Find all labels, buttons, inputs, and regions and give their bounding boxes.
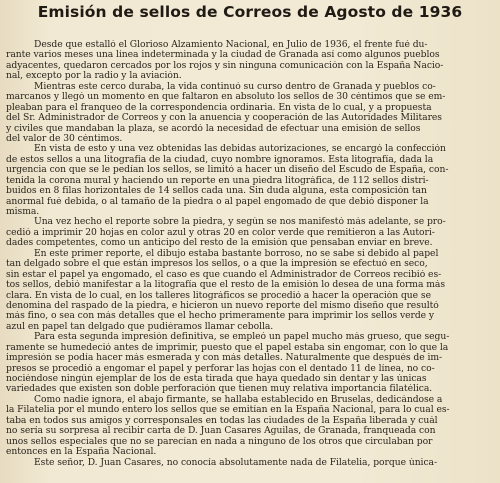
text-line: y civiles que mandaban la plaza, se acordó la necesidad de efectuar una emisión de sellos bbox=[6, 123, 421, 134]
text-line: pleaban para el franqueo de la correspondencia ordinaria. En vista de lo cual, y a propuesta bbox=[6, 102, 432, 113]
text-line: En este primer reporte, el dibujo estaba bastante borroso, no se sabe si debido al papel bbox=[34, 248, 439, 259]
text-line: misma. bbox=[6, 207, 40, 217]
text-line: Como nadie ignora, el abajo firmante, se hallaba establecido en Bruselas, dedicándose a bbox=[34, 394, 443, 405]
text-line: dades competentes, como un anticipo del resto de la emisión que pensaban enviar en breve. bbox=[6, 238, 433, 249]
text-line: no sería su sorpresa al recibir carta de D. Juan Casares Aguilas, de Granada, franqueada con bbox=[6, 426, 436, 437]
text-line: urgencia con que se le pedían los sellos, se limitó a hacer un diseño del Escudo de España, con- bbox=[6, 165, 449, 176]
text-line: nociéndose ningún ejemplar de los de esta tirada que haya quedado sin dentar y las únicas bbox=[6, 374, 427, 384]
text-line: clara. En vista de lo cual, en los talleres litográficos se procedió a hacer la operación que se bbox=[6, 290, 431, 301]
text-line: Una vez hecho el reporte sobre la piedra, y según se nos manifestó más adelante, se pro- bbox=[34, 217, 446, 228]
text-line: variedades que existen son doble perforación que tienen muy relativa importancia filatélica. bbox=[6, 384, 433, 395]
text-line: adyacentes, quedaron cercados por los rojos y sin ninguna comunicación con la España Nacio- bbox=[6, 60, 444, 71]
text-line: del Sr. Administrador de Correos y con la anuencia y cooperación de las Autoridades Militares bbox=[6, 113, 442, 124]
text-line: Este señor, D. Juan Casares, no conocía absolutamente nada de Filatelia, porque única- bbox=[34, 457, 438, 468]
article-body bbox=[6, 40, 496, 468]
text-line: tan delgado sobre el que están impresos los sellos, o a que la impresión se efectuó en seco, bbox=[6, 259, 428, 270]
text-line: tos sellos, debió manifestar a la litografía que el resto de la emisión lo desea de una forma más bbox=[6, 280, 446, 291]
page-title: Emisión de sellos de Correos de Agosto de 1936 bbox=[37, 3, 463, 21]
text-line: marcanos y llegó un momento en que faltaron en absoluto los sellos de 30 céntimos que se em- bbox=[6, 92, 446, 103]
text-line: buidos en 8 filas horizontales de 14 sellos cada una. Sin duda alguna, esta composición tan bbox=[6, 186, 427, 197]
text-line: En vista de esto y una vez obtenidas las debidas autorizaciones, se encargó la confección bbox=[34, 144, 446, 155]
text-line: cedió a imprimir 20 hojas en color azul y otras 20 en color verde que remitieron a las Autori- bbox=[6, 227, 435, 238]
text-line: nal, excepto por la radio y la aviación. bbox=[6, 71, 182, 82]
text-line: impresión se podía hacer más esmerada y con más detalles. Naturalmente que después de im- bbox=[6, 353, 443, 364]
text-line: de estos sellos a una litografía de la ciudad, cuyo nombre ignoramos. Esta litografía, dada la bbox=[6, 154, 434, 165]
text-line: azul en papel tan delgado que pudiéramos llamar cebolla. bbox=[6, 321, 274, 332]
text-line: la Filatelia por el mundo entero los sellos que se emitían en la España Nacional, para lo cual es- bbox=[6, 405, 450, 416]
text-line: denomina del raspado de la piedra, e hicieron un nuevo reporte del mismo diseño que resultó bbox=[6, 300, 439, 311]
text-line: Desde que estalló el Glorioso Alzamiento Nacional, en Julio de 1936, el frente fué du- bbox=[34, 40, 428, 50]
text-line: entonces en la España Nacional. bbox=[6, 447, 157, 458]
text-line: tenida la corona mural y haciendo un reporte en una piedra litográfica, de 112 sellos distri- bbox=[6, 175, 429, 186]
text-line: del valor de 30 céntimos. bbox=[6, 133, 123, 144]
text-line: unos sellos especiales que no se parecían en nada a ninguno de los otros que circulaban por bbox=[6, 436, 433, 447]
text-line: ramente se humedeció antes de imprimir, puesto que el papel estaba sin engomar, con lo que la bbox=[6, 342, 449, 353]
text-line: taba en todos sus amigos y corresponsales en todas las ciudades de la España liberada y cuál bbox=[6, 415, 438, 426]
text-line: rante varios meses una línea indeterminada y la ciudad de Granada así como algunos pueblos bbox=[6, 50, 440, 61]
text-line: más fino, o sea con más detalles que el hecho primeramente para imprimir los sellos verde y bbox=[6, 311, 435, 322]
text-line: sin estar el papel ya engomado, el caso es que cuando el Administrador de Correos recibió es- bbox=[6, 269, 442, 280]
text-line: Mientras este cerco duraba, la vida continuó su curso dentro de Granada y pueblos co- bbox=[34, 81, 436, 92]
text-line: Para esta segunda impresión definitiva, se empleó un papel mucho más grueso, que segu- bbox=[34, 332, 450, 343]
text-line: anormal fué debida, o al tamaño de la piedra o al papel engomado de que debió disponer la bbox=[6, 196, 429, 207]
text-line: presos se procedió a engomar el papel y perforar las hojas con el dentado 11 de línea, no co- bbox=[6, 363, 435, 374]
